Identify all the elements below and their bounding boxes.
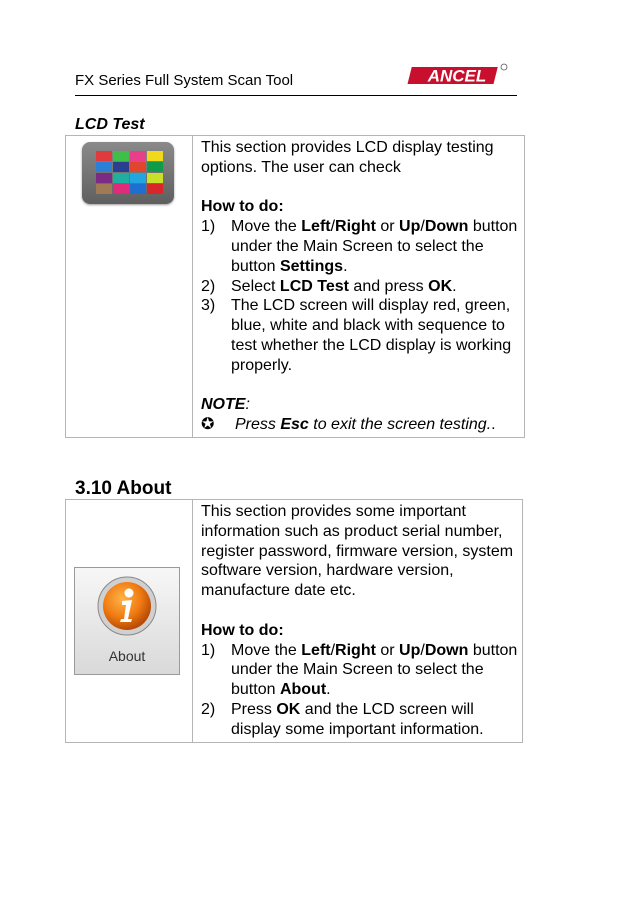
- emphasis-text: Right: [335, 641, 376, 659]
- lcd-color-swatch: [96, 162, 112, 172]
- emphasis-text: Left: [301, 641, 331, 659]
- emphasis-text: Left: [301, 218, 331, 236]
- text-run: /: [330, 641, 336, 659]
- emphasis-text: Settings: [279, 257, 344, 275]
- header-rule: [75, 95, 517, 96]
- lcd-note-heading: NOTE:: [201, 396, 250, 414]
- lcd-color-swatch: [147, 151, 163, 161]
- star-icon: ✪: [201, 416, 215, 434]
- about-steps: [201, 641, 518, 740]
- about-intro: This section provides some important information such as product serial number, register password, firmware version, system software version, hardware version, manufacture date etc.: [201, 503, 514, 600]
- text-run: or: [375, 218, 400, 236]
- header-title: FX Series Full System Scan Tool: [75, 72, 294, 89]
- list-item: 1) Move the Left/Right or Up/Down button under the Main Screen to select the button Settings.: [201, 218, 518, 275]
- lcd-color-swatch: [113, 151, 129, 161]
- lcd-color-swatch: [113, 162, 129, 172]
- emphasis-text: OK: [276, 700, 301, 718]
- logo-text: ANCEL: [427, 66, 487, 86]
- lcd-text-cell: [193, 136, 525, 438]
- lcd-color-swatch: [130, 151, 146, 161]
- text-run: /: [420, 641, 425, 659]
- lcd-color-swatch: [130, 173, 146, 183]
- lcd-note: ✪ Press Esc to exit the screen testing..: [201, 416, 496, 434]
- text-run: button under the Main Screen to select the button: [231, 218, 518, 275]
- list-item: 3) The LCD screen will display red, green, blue, white and black with sequence to test whether the LCD display is working properly.: [201, 297, 512, 374]
- registered-mark-icon: [501, 64, 507, 70]
- about-table: [65, 499, 523, 743]
- lcd-color-swatch: [147, 162, 163, 172]
- about-button-icon: [74, 567, 180, 675]
- about-section-title: 3.10 About: [75, 478, 172, 499]
- text-run: Press: [231, 700, 277, 718]
- lcd-how-to: How to do:: [201, 198, 284, 216]
- lcd-icon-cell: [66, 136, 193, 438]
- lcd-color-swatch: [130, 184, 146, 194]
- lcd-color-swatch: [130, 162, 146, 172]
- lcd-color-swatch: [96, 173, 112, 183]
- ancel-logo: [405, 62, 509, 88]
- text-run: or: [375, 641, 400, 659]
- emphasis-text: Up: [399, 218, 421, 236]
- text-run: and the LCD screen will display some important information.: [231, 700, 484, 738]
- lcd-color-swatch: [147, 184, 163, 194]
- text-run: button under the Main Screen to select the button: [231, 641, 518, 699]
- lcd-test-table: [65, 135, 525, 438]
- info-icon: [95, 574, 159, 638]
- emphasis-text: Up: [399, 641, 421, 659]
- about-icon-cell: [66, 500, 193, 743]
- list-item: 2) Select LCD Test and press OK.: [201, 277, 457, 295]
- lcd-steps: [201, 217, 520, 375]
- text-run: .: [343, 257, 348, 275]
- lcd-test-icon: [82, 142, 174, 204]
- text-run: Move the: [231, 641, 302, 659]
- page-header: [75, 56, 517, 96]
- lcd-color-swatch: [113, 173, 129, 183]
- emphasis-text: Right: [335, 218, 376, 236]
- about-text-cell: [193, 500, 523, 743]
- lcd-color-swatch: [147, 173, 163, 183]
- text-run: Select: [231, 277, 280, 295]
- emphasis-text: Down: [424, 218, 469, 236]
- about-how-to: How to do:: [201, 621, 284, 639]
- list-item: 2) Press OK and the LCD screen will display some important information.: [201, 700, 484, 738]
- list-item: 1) Move the Left/Right or Up/Down button under the Main Screen to select the button About.: [201, 641, 518, 699]
- lcd-test-title: LCD Test: [75, 116, 145, 133]
- text-run: and press: [348, 277, 429, 295]
- emphasis-text: About: [279, 681, 327, 699]
- lcd-color-swatch: [96, 151, 112, 161]
- text-run: .: [326, 681, 331, 699]
- text-run: .: [452, 277, 457, 295]
- emphasis-text: LCD Test: [279, 277, 349, 295]
- text-run: Move the: [231, 218, 302, 236]
- text-run: to exit the screen testing.: [308, 416, 492, 434]
- emphasis-text: OK: [428, 277, 453, 295]
- text-run: /: [420, 218, 425, 236]
- lcd-color-swatch: [113, 184, 129, 194]
- emphasis-text: Esc: [280, 416, 309, 434]
- text-run: /: [330, 218, 336, 236]
- lcd-color-swatch: [96, 184, 112, 194]
- about-icon-label: About: [108, 647, 146, 664]
- lcd-intro: This section provides LCD display testing options. The user can check: [201, 139, 494, 176]
- emphasis-text: Down: [424, 641, 469, 659]
- text-run: Press: [235, 416, 281, 434]
- lcd-color-grid: [96, 151, 163, 194]
